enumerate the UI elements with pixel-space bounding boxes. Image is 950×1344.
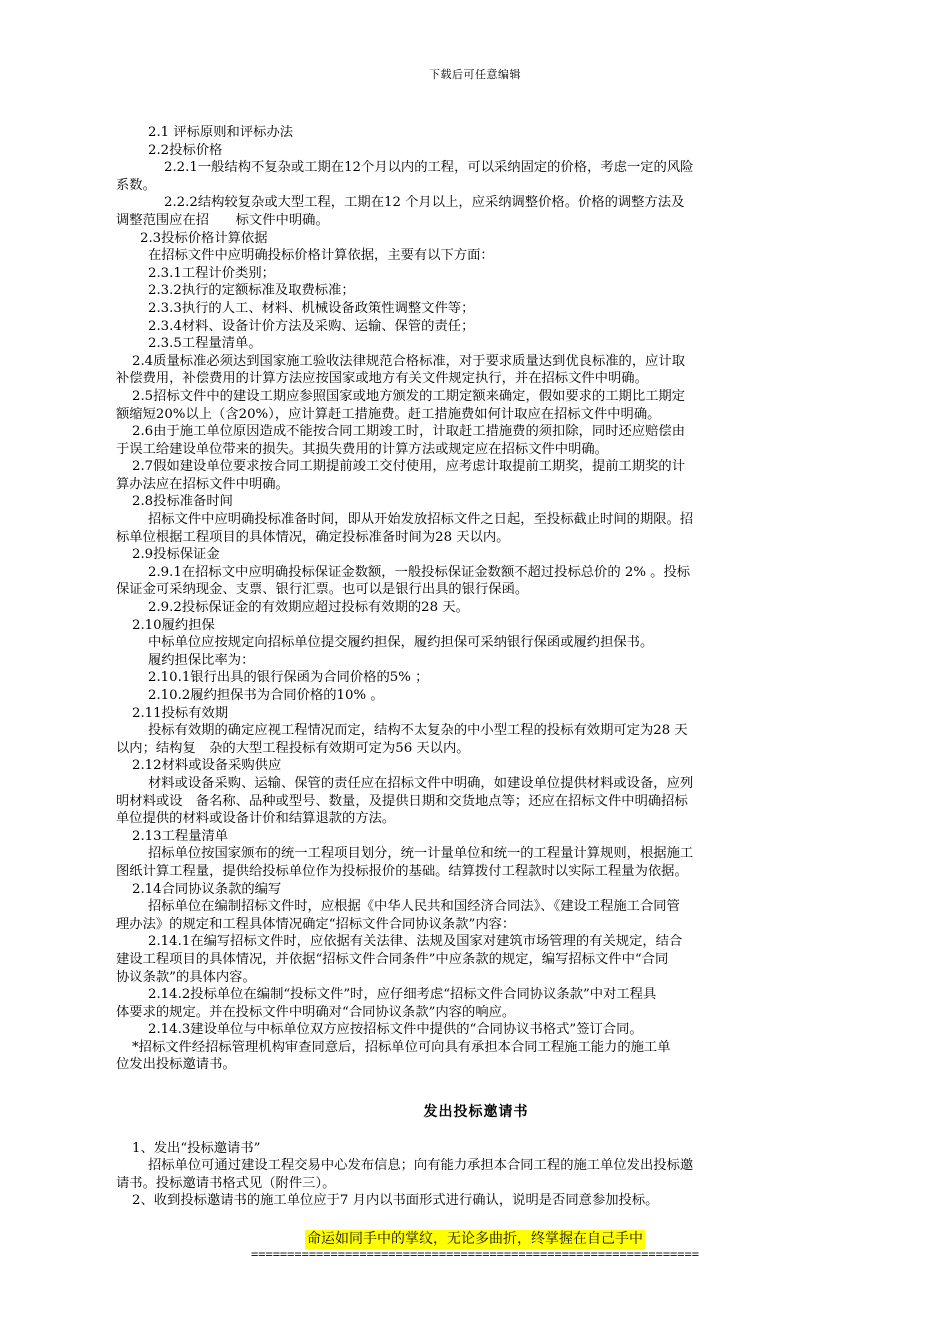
paragraph-line: 招标单位在编制招标文件时，应根据《中华人民共和国经济合同法》、《建设工程施工合同管 [148,899,680,915]
paragraph-line: 招标单位可通过建设工程交易中心发布信息；向有能力承担本合同工程的施工单位发出投标邀 [148,1158,694,1174]
paragraph-line: 2.12材料或设备采购供应 [132,758,282,774]
document-body [116,124,836,1210]
paragraph-line: 2.9.2投标保证金的有效期应超过投标有效期的28 天。 [148,600,469,616]
paragraph-line: 2.3投标价格计算依据 [140,230,268,246]
invitation-paragraphs [116,1140,836,1210]
footer-rule: ============================================================== [251,1247,699,1261]
paragraph-line: 额缩短20%以上（含20%），应计算赶工措施费。赶工措施费如何计取应在招标文件中明确。 [116,406,661,422]
paragraph-line: 2.3.1工程计价类别； [148,265,275,281]
paragraph-line: 于误工给建设单位带来的损失。其损失费用的计算方法或规定应在招标文件中明确。 [116,441,608,457]
paragraph-line: 建设工程项目的具体情况，并依据“招标文件合同条件”中应条款的规定，编写招标文件中“合同 [116,951,669,967]
paragraph-line: 投标有效期的确定应视工程情况而定，结构不太复杂的中小型工程的投标有效期可定为28 天 [148,723,688,739]
paragraph-line: 图纸计算工程量，提供给投标单位作为投标报价的基础。结算拨付工程款时以实际工程量为依据。 [116,863,688,879]
paragraph-line: 2.6由于施工单位原因造成不能按合同工期竣工时，计取赶工措施费的须扣除，同时还应赔偿由 [132,424,686,440]
paragraph-line: 协议条款”的具体内容。 [116,969,256,985]
footer-motto: 命运如同手中的掌纹，无论多曲折，终掌握在自己手中 [307,1231,643,1247]
paragraph-line: 2.8投标准备时间 [132,494,233,510]
paragraph-line: 2.2.2结构较复杂或大型工程，工期在12 个月以上，应采纳调整价格。价格的调整方法及 [164,195,685,211]
paragraph-line: 2、收到投标邀请书的施工单位应于7 月内以书面形式进行确认，说明是否同意参加投标。 [132,1193,659,1209]
paragraph-line: 位发出投标邀请书。 [116,1057,236,1073]
paragraph-line: 2.1 评标原则和评标办法 [148,125,294,140]
paragraph-line: 单位提供的材料或设备计价和结算退款的方法。 [116,811,396,827]
paragraph-line: 体要求的规定。并在投标文件中明确对“合同协议条款”内容的响应。 [116,1004,516,1020]
paragraph-line: 在招标文件中应明确投标价格计算依据，主要有以下方面： [148,248,494,264]
footer [0,1228,950,1249]
paragraph-line: 理办法》的规定和工程具体情况确定“招标文件合同协议条款”内容： [116,916,516,932]
paragraph-line: 2.7假如建设单位要求按合同工期提前竣工交付使用，应考虑计取提前工期奖，提前工期奖的计 [132,459,686,475]
paragraph-line: 中标单位应按规定向招标单位提交履约担保，履约担保可采纳银行保函或履约担保书。 [148,635,654,651]
paragraph-line: 2.14.3建设单位与中标单位双方应按招标文件中提供的“合同协议书格式”签订合同。 [148,1022,643,1038]
paragraph-line: 招标文件中应明确投标准备时间，即从开始发放招标文件之日起，至投标截止时间的期限。招 [148,512,694,528]
page-header: 下载后可任意编辑 [429,68,521,81]
paragraph-line: 2.13工程量清单 [132,828,229,844]
paragraph-line: 2.4质量标准必须达到国家施工验收法律规范合格标准，对于要求质量达到优良标准的，应计取 [132,353,686,369]
paragraph-line: 2.3.3执行的人工、材料、机械设备政策性调整文件等； [148,300,475,316]
paragraph-line: 2.2.1一般结构不复杂或工期在12个月以内的工程，可以采纳固定的价格，考虑一定的风险 [164,160,694,176]
paragraph-line: 1、发出“投标邀请书” [132,1140,261,1156]
paragraph-line: 2.3.2执行的定额标准及取费标准； [148,283,355,299]
paragraph-line: 系数。 [116,177,156,193]
paragraph-line: 标单位根据工程项目的具体情况，确定投标准备时间为28 天以内。 [116,529,510,545]
paragraph-line: 补偿费用，补偿费用的计算方法应按国家或地方有关文件规定执行，并在招标文件中明确。 [116,371,648,387]
paragraph-line: 2.2投标价格 [148,142,223,158]
paragraph-line: 算办法应在招标文件中明确。 [116,476,289,492]
paragraph-line: 2.11投标有效期 [132,705,229,721]
paragraph-line: 2.10.2履约担保书为合同价格的10% 。 [148,688,384,703]
paragraph-line: 材料或设备采购、运输、保管的责任应在招标文件中明确，如建设单位提供材料或设备，应列 [148,775,694,791]
paragraph-line: 调整范围应在招 标文件中明确。 [116,212,329,228]
paragraph-line: 2.14.1在编写招标文件时，应依据有关法律、法规及国家对建筑市场管理的有关规定，结合 [148,934,683,950]
paragraph-line: 2.3.4材料、设备计价方法及采购、运输、保管的责任； [148,318,475,334]
paragraph-line: *招标文件经招标管理机构审查同意后，招标单位可向具有承担本合同工程施工能力的施工单 [132,1039,671,1055]
paragraph-line: 2.9.1在招标文中应明确投标保证金数额，一般投标保证金数额不超过投标总价的 2% 。投标 [148,564,691,580]
paragraph-line: 2.9投标保证金 [132,547,220,563]
paragraph-line: 2.10.1银行出具的银行保函为合同价格的5% ； [148,670,429,686]
paragraph-line: 2.10履约担保 [132,617,215,633]
paragraph-line: 保证金可采纳现金、支票、银行汇票。也可以是银行出具的银行保函。 [116,582,529,598]
paragraph-line: 请书。投标邀请书格式见（附件三）。 [116,1175,336,1191]
paragraph-line: 明材料或设 备名称、品种或型号、数量，及提供日期和交货地点等；还应在招标文件中明确招标 [116,793,688,809]
paragraph-line: 2.5招标文件中的建设工期应参照国家或地方颁发的工期定额来确定，假如要求的工期比工期定 [132,388,686,404]
section-2-paragraphs [116,124,836,1074]
paragraph-line: 履约担保比率为： [148,652,255,668]
paragraph-line: 2.14.2投标单位在编制“投标文件”时，应仔细考虑“招标文件合同协议条款”中对工程具 [148,987,657,1003]
paragraph-line: 2.14合同协议条款的编写 [132,881,282,897]
paragraph-line: 以内；结构复 杂的大型工程投标有效期可定为56 天以内。 [116,740,470,756]
paragraph-line: 2.3.5工程量清单。 [148,336,262,352]
paragraph-line: 招标单位按国家颁布的统一工程项目划分，统一计量单位和统一的工程量计算规则，根据施工 [148,846,694,862]
section-title: 发出投标邀请书 [423,1104,529,1121]
